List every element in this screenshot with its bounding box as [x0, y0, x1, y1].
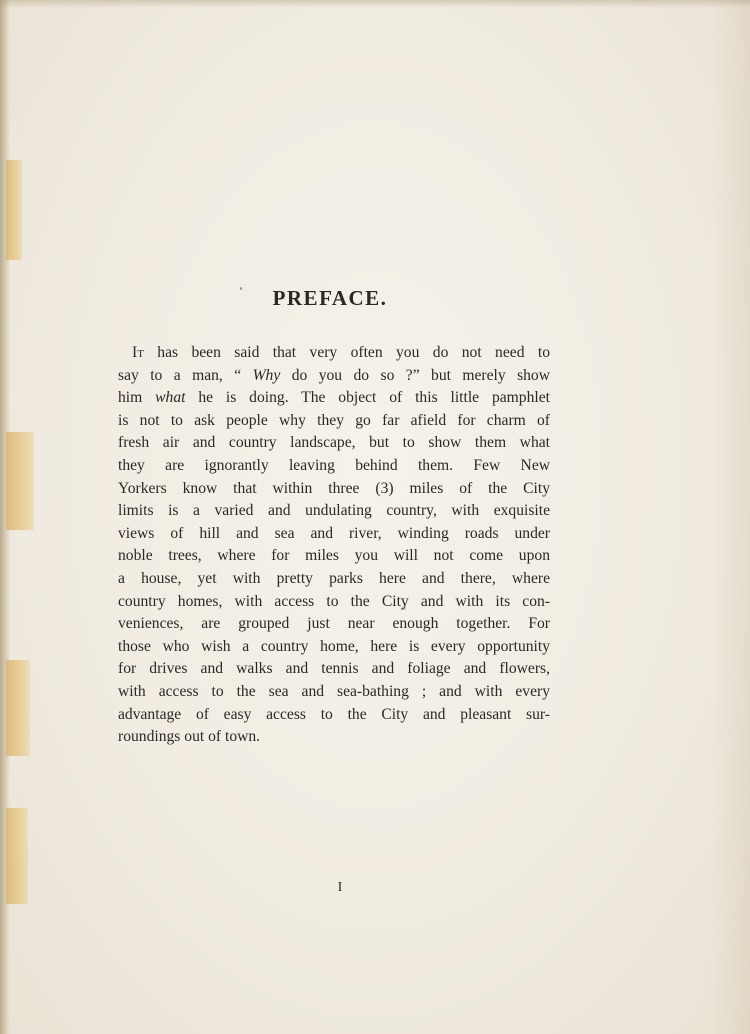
- text-line: [118, 342, 550, 365]
- italic-word: Why: [252, 366, 281, 384]
- tape-strip: [6, 160, 22, 260]
- text-line: Yorkers know that within three (3) miles of the City: [118, 479, 550, 497]
- page-number: I: [337, 880, 343, 895]
- text-line: views of hill and sea and river, winding roads under: [118, 524, 550, 542]
- tape-strip: [6, 660, 30, 756]
- text-line: for drives and walks and tennis and foliage and flowers,: [118, 660, 550, 678]
- text-line: with access to the sea and sea-bathing ; and with every: [118, 682, 550, 700]
- tape-strip: [6, 432, 34, 530]
- text-line: fresh air and country landscape, but to show them what: [118, 434, 550, 452]
- text-line: say to a man, “ Why do you do so ?” but merely show: [118, 366, 550, 384]
- italic-word: what: [155, 389, 186, 407]
- page-edge-shading: [0, 0, 750, 8]
- text-line: they are ignorantly leaving behind them. Few New: [118, 456, 550, 474]
- text-line: noble trees, where for miles you will not come upon: [118, 547, 550, 565]
- text-line: is not to ask people why they go far afield for charm of: [118, 411, 550, 429]
- text-line: limits is a varied and undulating country, with exquisite: [118, 502, 550, 520]
- page-edge-shading: [710, 0, 750, 1034]
- text-line: him what he is doing. The object of this little pamphlet: [118, 389, 550, 407]
- page-title: PREFACE.: [272, 286, 388, 310]
- text-line-content: has been said that very often you do not need to: [143, 344, 550, 361]
- tape-strip: [6, 808, 28, 904]
- text-line: veniences, are grouped just near enough together. For: [118, 615, 550, 633]
- text-line: roundings out of town.: [118, 728, 261, 746]
- text-line: a house, yet with pretty parks here and there, where: [118, 569, 550, 587]
- text-line: those who wish a country home, here is every opportunity: [118, 637, 550, 655]
- text-line: advantage of easy access to the City and pleasant sur-: [118, 705, 550, 723]
- drop-word: It: [132, 344, 144, 361]
- preface-paragraph: [118, 342, 550, 749]
- text-line: country homes, with access to the City and with its con-: [118, 592, 550, 610]
